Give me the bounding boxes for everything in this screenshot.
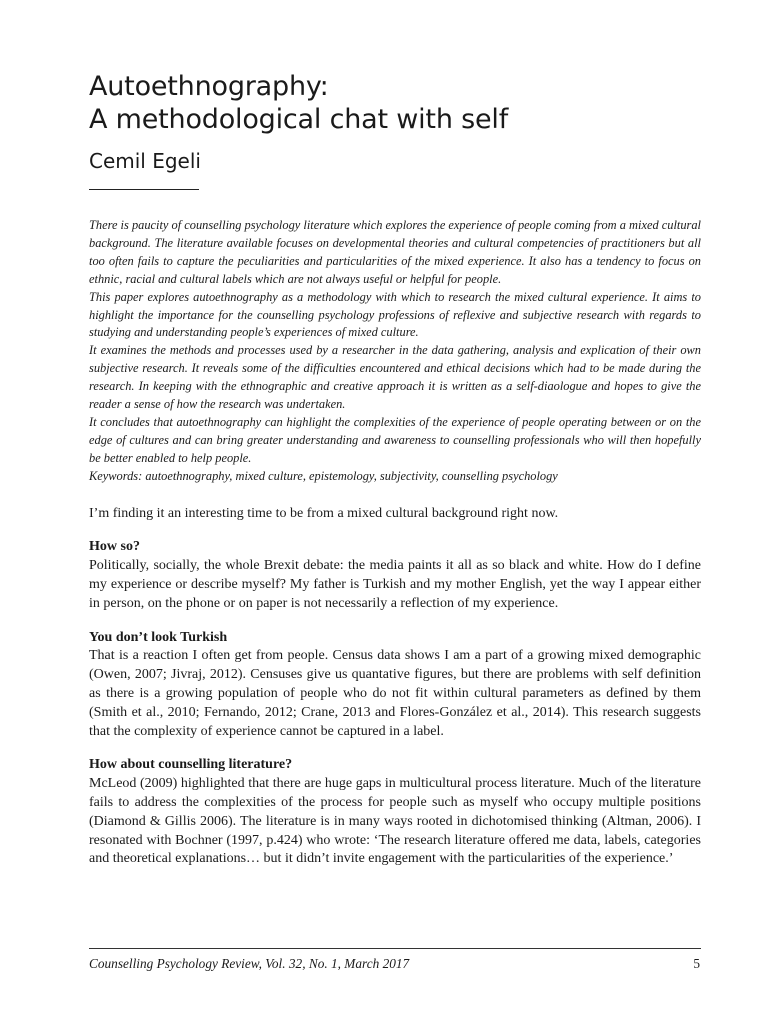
page-footer (89, 955, 701, 973)
article-title-line-2: A methodological chat with self (89, 104, 508, 135)
section-gap (89, 741, 701, 756)
section-heading-counselling-literature: How about counselling literature? (89, 757, 293, 773)
section-heading-how-so: How so? (89, 539, 140, 555)
author-name: Cemil Egeli (89, 149, 201, 173)
abstract-paragraph-3: It examines the methods and processes used by a researcher in the data gathering, analysis and explication of their own subjective research. It reveals some of the difficulties encountered and ethical decisions which had to be made during the research. In keeping with the ethnographic and creative approach it is written as a self-diaologue and hopes to give the reader a sense of how the research was undertaken. (89, 343, 701, 412)
section-paragraph-you-dont-look-turkish: That is a reaction I often get from people. Census data shows I am a part of a growing mixed demographic (Owen, 2007; Jivraj, 2012). Censuses give us quantative figures, but there are problems with self definition as there is a growing population of people who do not fit within cultural parameters as defined by them (Smith et al., 2010; Fernando, 2012; Crane, 2013 and Flores-González et al., 2014). This research suggests that the complexity of experience cannot be captured in a label. (89, 648, 701, 739)
section-gap (89, 614, 701, 629)
abstract-paragraph-4: It concludes that autoethnography can highlight the complexities of the experience of people operating between or on the edge of cultures and can bring greater understanding and awareness to counselling professionals who will then hopefully be better enabled to help people. (89, 414, 701, 465)
article-title-line-1: Autoethnography: (89, 71, 329, 102)
section-paragraph-how-so: Politically, socially, the whole Brexit debate: the media paints it all as so black and white. How do I define my experience or describe myself? My father is Turkish and my mother English, yet the way I appear either in person, on the phone or on paper is not necessarily a reflection of my experience. (89, 558, 701, 611)
section-paragraph-counselling-literature: McLeod (2009) highlighted that there are huge gaps in multicultural process literature. Much of the literature fails to address the complexities of the process for people such as myself who occupy multiple positions (Diamond & Gillis 2006). The literature is in many ways rooted in dichotomised thinking (Altman, 2006). I resonated with Bochner (1997, p.424) who wrote: ‘The research literature offered me data, labels, categories and theoretical explanations… but it didn’t invite engagement with the particularities of the experience.’ (89, 776, 701, 867)
footer-divider (89, 948, 701, 949)
abstract-paragraph-2: This paper explores autoethnography as a methodology with which to research the mixed cultural experience. It aims to highlight the importance for the counselling psychology professions of reflexive and subjective research with regards to studying and understanding people’s experiences of mixed culture. (89, 289, 701, 340)
page-number: 5 (693, 956, 700, 971)
abstract (89, 217, 701, 486)
keywords: Keywords: autoethnography, mixed culture, epistemology, subjectivity, counselling psychology (89, 468, 558, 483)
section-heading-you-dont-look-turkish: You don’t look Turkish (89, 629, 228, 645)
abstract-paragraph-1: There is paucity of counselling psychology literature which explores the experience of people coming from a mixed cultural background. The literature available focuses on developmental theories and cultural competencies of practitioners but all too often fails to capture the peculiarities and particularities of the mixed experience. It also has a tendency to focus on ethnic, racial and cultural labels which are not always useful or helpful for people. (89, 218, 701, 286)
intro-paragraph: I’m finding it an interesting time to be from a mixed cultural background right now. (89, 505, 559, 521)
article-body (89, 505, 701, 870)
section-gap (89, 523, 701, 538)
article-title (89, 70, 701, 136)
title-divider (89, 189, 199, 190)
article-page (89, 70, 701, 869)
journal-citation: Counselling Psychology Review, Vol. 32, No. 1, March 2017 (89, 956, 410, 971)
